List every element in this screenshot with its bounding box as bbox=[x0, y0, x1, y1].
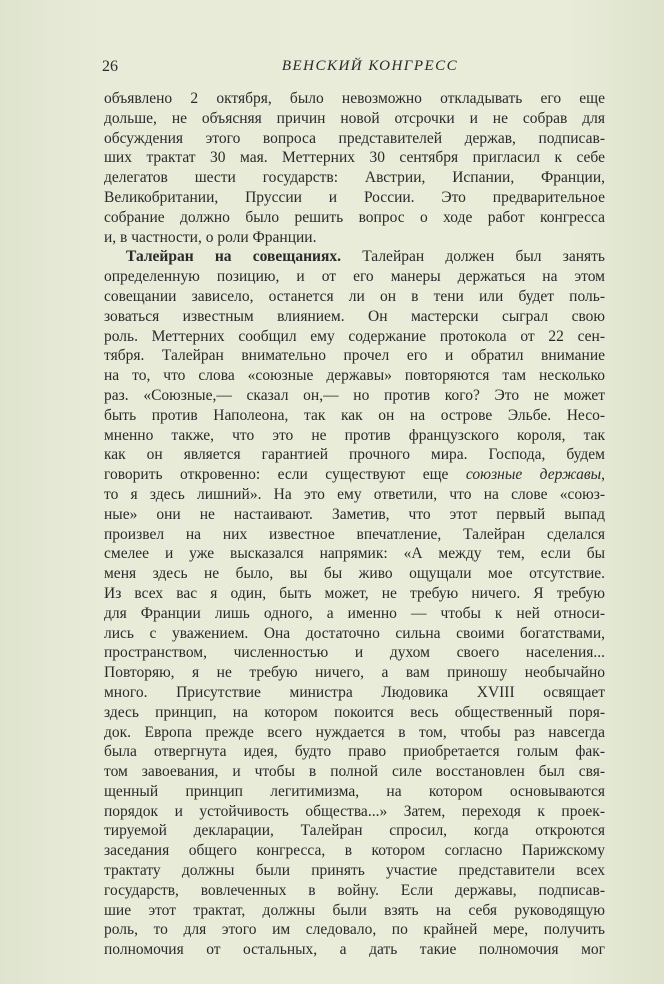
text-line bbox=[104, 406, 605, 426]
text-line bbox=[104, 920, 605, 940]
text-line bbox=[104, 129, 605, 149]
text-line bbox=[104, 604, 605, 624]
text-line bbox=[104, 821, 605, 841]
text-segment: здесь принцип, на котором покоится весь общественный поря- bbox=[104, 703, 605, 721]
running-title: ВЕНСКИЙ КОНГРЕСС bbox=[281, 58, 459, 74]
text-segment: ших трактат 30 мая. Меттерних 30 сентября пригласил к себе bbox=[104, 149, 605, 167]
text-segment: щенный принцип легитимизма, на котором основываются bbox=[104, 782, 605, 800]
text-line bbox=[104, 445, 605, 465]
text-segment: том завоевания, и чтобы в полной силе восстановлен был свя- bbox=[104, 763, 605, 781]
text-line bbox=[104, 228, 605, 248]
section-heading: Талейран на совещаниях. bbox=[126, 248, 341, 266]
text-segment: Великобритании, Пруссии и России. Это предварительное bbox=[104, 188, 605, 206]
text-segment: определенную позицию, и от его манеры держаться на этом bbox=[104, 268, 605, 286]
text-line bbox=[104, 584, 605, 604]
text-segment: ные» они не настаивают. Заметив, что этот первый выпад bbox=[104, 505, 605, 523]
text-line bbox=[104, 505, 605, 525]
text-segment: произвел на них известное впечатление, Талейран сделался bbox=[104, 525, 605, 543]
text-segment: государств, вовлеченных в войну. Если державы, подписав- bbox=[104, 881, 605, 899]
text-segment: Из всех вас я один, быть может, не требую ничего. Я требую bbox=[104, 584, 605, 602]
text-line bbox=[104, 109, 605, 129]
text-line bbox=[104, 208, 605, 228]
body-text bbox=[104, 89, 605, 960]
text-segment: док. Европа прежде всего нуждается в том, чтобы раз навсегда bbox=[104, 723, 605, 741]
text-segment: и, в частности, о роли Франции. bbox=[104, 228, 317, 246]
text-segment: шие этот трактат, должны были взять на себя руководящую bbox=[104, 901, 605, 919]
text-segment: для Франции лишь одного, а именно — чтобы к ней относи- bbox=[104, 604, 605, 622]
text-segment: роль, то для этого им следовало, по крайней мере, получить bbox=[104, 921, 605, 939]
text-line bbox=[104, 861, 605, 881]
text-line bbox=[104, 643, 605, 663]
text-line bbox=[104, 881, 605, 901]
text-segment: меня здесь не было, вы бы живо ощущали мое отсутствие. bbox=[104, 565, 605, 583]
text-segment: раз. «Союзные,— сказал он,— но против кого? Это не может bbox=[104, 386, 605, 404]
text-line bbox=[104, 386, 605, 406]
text-line bbox=[104, 782, 605, 802]
text-segment: много. Присутствие министра Людовика XVIII освящает bbox=[104, 683, 605, 701]
text-segment: мненно также, что это не против французского короля, так bbox=[104, 426, 605, 444]
text-segment: Талейран должен был занять bbox=[341, 248, 605, 266]
text-segment: дольше, не объясняя причин новой отсрочки и не собрав для bbox=[104, 109, 605, 127]
text-segment: тируемой декларации, Талейран спросил, когда откроются bbox=[104, 822, 605, 840]
text-line bbox=[104, 663, 605, 683]
text-line bbox=[104, 148, 605, 168]
text-segment: говорить откровенно: если существуют еще bbox=[104, 466, 466, 484]
text-line bbox=[104, 683, 605, 703]
text-line bbox=[104, 465, 605, 485]
text-segment: смелее и уже высказался напрямик: «А между тем, если бы bbox=[104, 545, 605, 563]
text-segment: совещании зависело, останется ли он в тени или будет поль- bbox=[104, 287, 605, 305]
text-segment: трактату должны были принять участие представители всех bbox=[104, 862, 605, 880]
text-line bbox=[104, 723, 605, 743]
text-segment: как он является гарантией прочного мира. Господа, будем bbox=[104, 446, 605, 464]
text-line bbox=[104, 564, 605, 584]
text-segment: роль. Меттерних сообщил ему содержание протокола от 22 сен- bbox=[104, 327, 605, 345]
text-segment: на то, что слова «союзные державы» повторяются там несколько bbox=[104, 367, 605, 385]
text-line bbox=[104, 485, 605, 505]
text-line bbox=[104, 89, 605, 109]
text-segment: была отвергнута идея, будто право приобретается голым фак- bbox=[104, 743, 605, 761]
text-segment: быть против Наполеона, так как он на острове Эльбе. Несо- bbox=[104, 406, 605, 424]
text-segment: то я здесь лишний». На это ему ответили, что на слове «союз- bbox=[104, 485, 605, 503]
text-line bbox=[104, 624, 605, 644]
text-segment: обсуждения этого вопроса представителей держав, подписав- bbox=[104, 129, 605, 147]
text-line bbox=[104, 307, 605, 327]
text-line bbox=[104, 426, 605, 446]
text-segment: пространством, численностью и духом своего населения... bbox=[104, 644, 605, 662]
text-line bbox=[104, 762, 605, 782]
text-line bbox=[104, 168, 605, 188]
text-segment: лись с уважением. Она достаточно сильна своими богатствами, bbox=[104, 624, 605, 642]
text-line bbox=[104, 267, 605, 287]
text-line bbox=[104, 802, 605, 822]
text-line bbox=[104, 525, 605, 545]
text-line bbox=[104, 940, 605, 960]
page-number: 26 bbox=[102, 58, 118, 75]
text-segment: тября. Талейран внимательно прочел его и обратил внимание bbox=[104, 347, 605, 365]
text-segment: объявлено 2 октября, было невозможно откладывать его еще bbox=[104, 90, 605, 107]
text-line bbox=[104, 346, 605, 366]
text-segment: , bbox=[601, 466, 606, 484]
text-segment: полномочия от остальных, а дать такие полномочия мог bbox=[104, 941, 605, 959]
text-line bbox=[104, 544, 605, 564]
text-line bbox=[104, 901, 605, 921]
emphasis: союзные державы bbox=[465, 466, 602, 484]
text-line bbox=[104, 703, 605, 723]
text-line bbox=[104, 366, 605, 386]
text-line bbox=[104, 287, 605, 307]
text-segment: Повторяю, я не требую ничего, а вам приношу необычайно bbox=[104, 664, 605, 682]
text-line bbox=[104, 742, 605, 762]
text-segment: порядок и устойчивость общества...» Затем, переходя к проек- bbox=[104, 802, 605, 820]
text-line bbox=[104, 247, 605, 267]
text-segment: заседания общего конгресса, в котором согласно Парижскому bbox=[104, 842, 605, 860]
text-segment: собрание должно было решить вопрос о ходе работ конгресса bbox=[104, 208, 605, 226]
text-segment: делегатов шести государств: Австрии, Испании, Франции, bbox=[104, 169, 605, 187]
text-line bbox=[104, 327, 605, 347]
text-line bbox=[104, 188, 605, 208]
text-line bbox=[104, 841, 605, 861]
text-segment: зоваться известным влиянием. Он мастерски сыграл свою bbox=[104, 307, 605, 325]
